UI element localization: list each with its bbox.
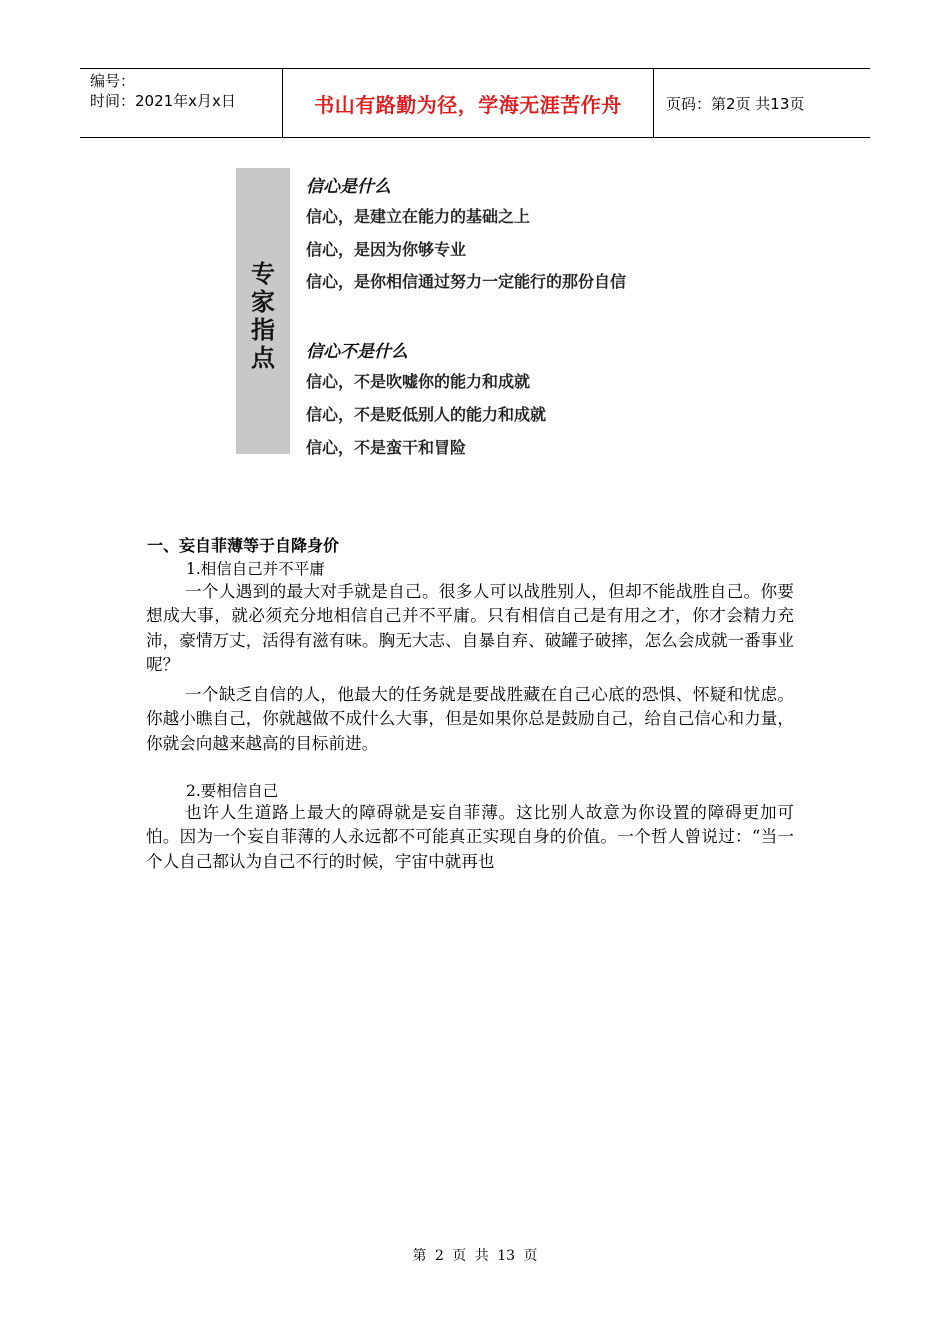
- body-paragraph: 一个人遇到的最大对手就是自己。很多人可以战胜别人，但却不能战胜自己。你要想成大事，就必须充分地相信自己并不平庸。只有相信自己是有用之才，你才会精力充沛，豪情万丈，活得有滋有味。胸无大志、自暴自弃、破罐子破摔，怎么会成就一番事业呢？: [146, 582, 794, 675]
- header-page-cell: [654, 69, 870, 137]
- expert-tips-title: 专家指点: [251, 260, 275, 372]
- expert-tips-box: [236, 168, 736, 456]
- confidence-is-item: 信心，是你相信通过努力一定能行的那份自信: [306, 272, 627, 291]
- body-paragraph: 一个缺乏自信的人，他最大的任务就是要战胜藏在自己心底的恐惧、怀疑和忧虑。你越小瞧自己，你就越做不成什么大事，但是如果你总是鼓励自己，给自己信心和力量，你就会向越来越高的目标前进。: [146, 685, 794, 753]
- confidence-is-not-item: 信心，不是贬低别人的能力和成就: [306, 405, 547, 424]
- confidence-is-not-item: 信心，不是吹嘘你的能力和成就: [306, 372, 531, 391]
- confidence-is-item: 信心，是因为你够专业: [306, 240, 467, 259]
- subsection-title: 2.要相信自己: [186, 782, 279, 800]
- expert-tips-sidebar: [236, 168, 290, 454]
- document-number-label: 编号：: [90, 72, 136, 90]
- header-motto: 书山有路勤为径，学海无涯苦作舟: [314, 92, 622, 117]
- document-time-label: 时间：2021年x月x日: [90, 92, 236, 110]
- page-header: [80, 68, 870, 138]
- confidence-is-not-heading: 信心不是什么: [306, 342, 408, 362]
- page-footer: 第 2 页 共 13 页: [412, 1248, 538, 1264]
- header-motto-cell: [282, 69, 654, 137]
- confidence-is-item: 信心，是建立在能力的基础之上: [306, 207, 531, 226]
- confidence-is-not-item: 信心，不是蛮干和冒险: [306, 438, 467, 457]
- confidence-is-heading: 信心是什么: [306, 177, 391, 197]
- header-meta: [80, 69, 282, 137]
- body-paragraph: 也许人生道路上最大的障碍就是妄自菲薄。这比别人故意为你设置的障碍更加可怕。因为一个妄自菲薄的人永远都不可能真正实现自身的价值。一个哲人曾说过：“当一个人自己都认为自己不行的时候，宇宙中就再也: [146, 803, 794, 871]
- subsection-title: 1.相信自己并不平庸: [186, 560, 325, 578]
- section-title: 一、妄自菲薄等于自降身价: [147, 536, 340, 555]
- header-page-label: 页码：第2页 共13页: [666, 94, 805, 113]
